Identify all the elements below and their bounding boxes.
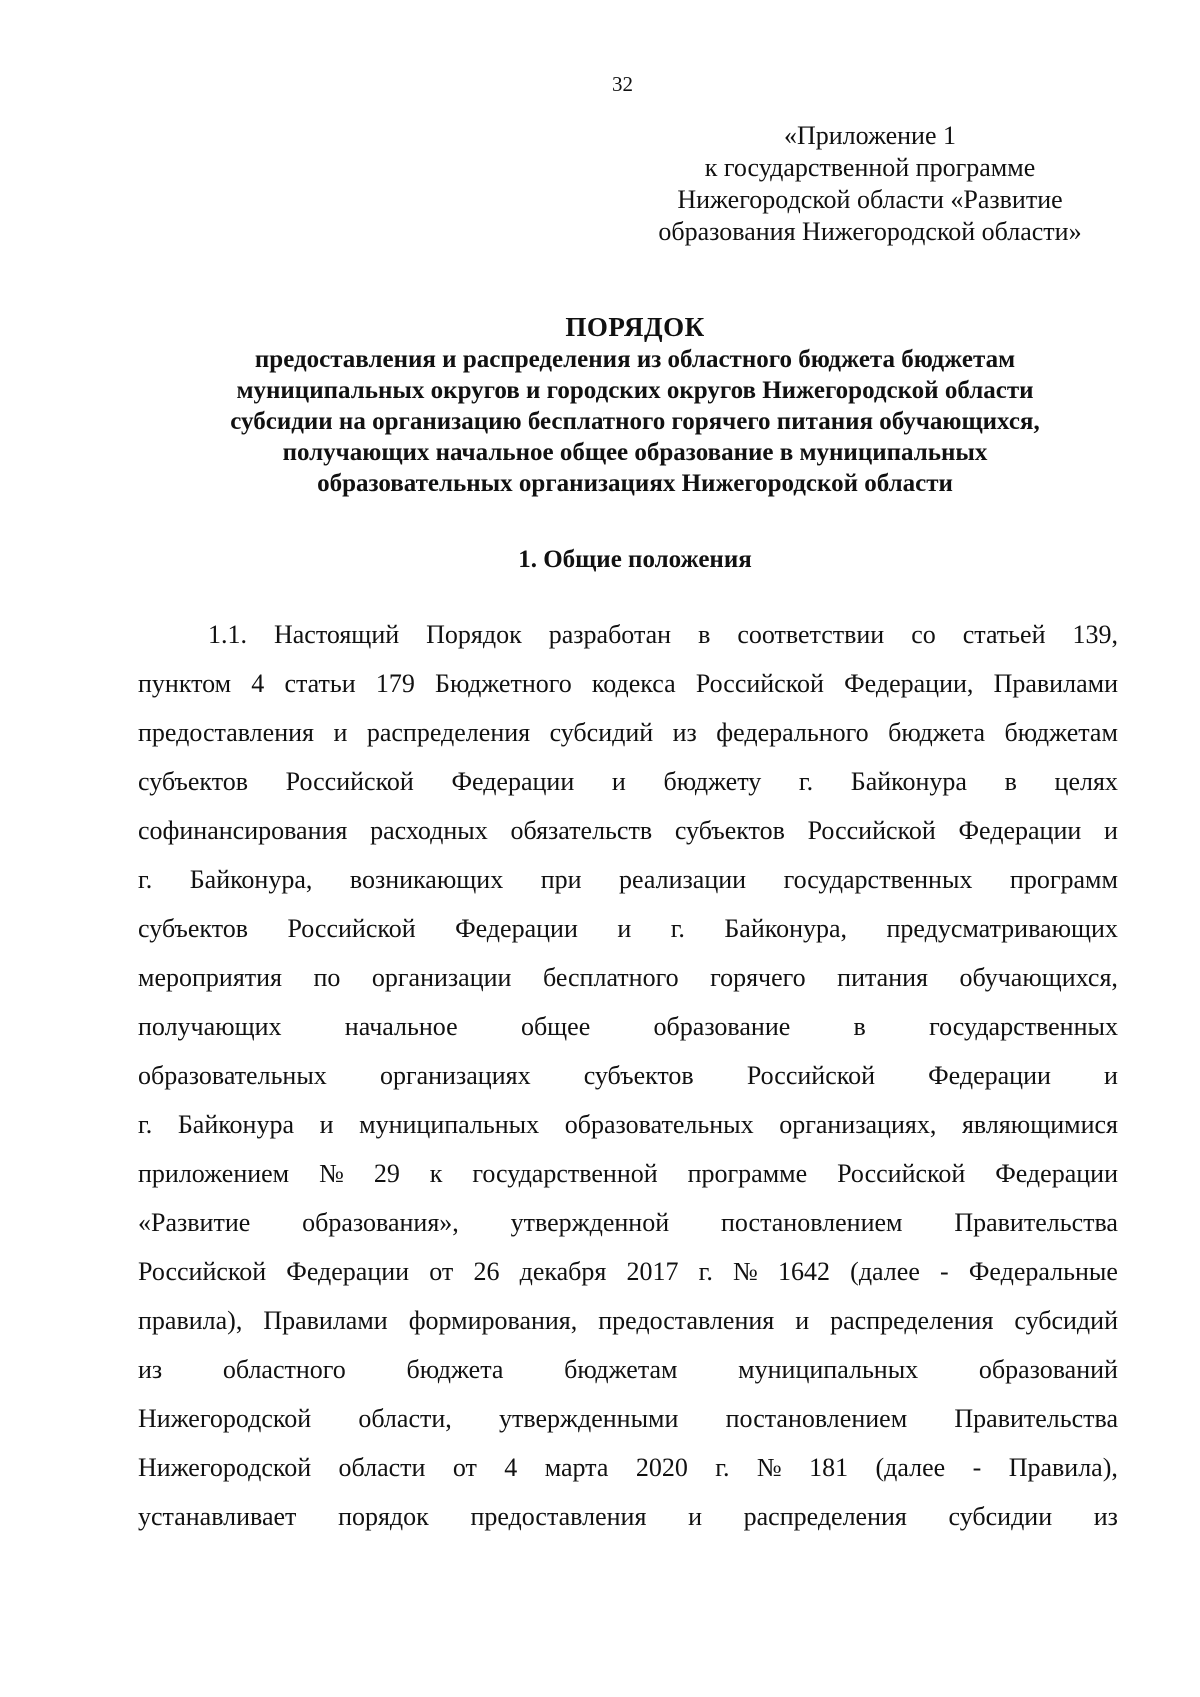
text-line xyxy=(138,1208,1118,1257)
title-main: ПОРЯДОК xyxy=(565,312,705,342)
word: г. xyxy=(698,1257,713,1286)
word: из xyxy=(1093,1502,1118,1531)
word: разработан xyxy=(548,620,672,649)
word: порядок xyxy=(338,1502,429,1531)
word: предоставления xyxy=(598,1306,775,1335)
word: являющимися xyxy=(961,1110,1118,1139)
word: областного xyxy=(222,1355,346,1384)
word: федерального xyxy=(716,718,869,747)
word: бюджета xyxy=(888,718,986,747)
word: распределения xyxy=(743,1502,907,1531)
word: статьи xyxy=(284,669,356,698)
text-line xyxy=(138,1404,1118,1453)
word: возникающих xyxy=(349,865,504,894)
text-line xyxy=(138,718,1118,767)
word: Правилами xyxy=(263,1306,388,1335)
subtitle-line: получающих начальное общее образование в муниципальных xyxy=(282,439,988,466)
word: № xyxy=(319,1159,344,1188)
text-line xyxy=(138,1012,1118,1061)
word: программе xyxy=(687,1159,808,1188)
word: № xyxy=(756,1453,782,1482)
word: питания xyxy=(837,963,928,992)
word: Настоящий xyxy=(273,620,400,649)
word: предоставления xyxy=(138,718,314,747)
word: 139, xyxy=(1072,620,1118,649)
text-line xyxy=(138,1502,1118,1551)
word: утвержденными xyxy=(498,1404,679,1433)
word: статьей xyxy=(962,620,1046,649)
word: области, xyxy=(358,1404,452,1433)
word: г. xyxy=(798,767,814,796)
word: государственных xyxy=(929,1012,1118,1041)
appendix-line: «Приложение 1 xyxy=(783,121,957,150)
word: и xyxy=(1104,816,1118,845)
word: 1642 xyxy=(778,1257,830,1286)
word: формирования, xyxy=(408,1306,578,1335)
word: при xyxy=(540,865,582,894)
word: 1.1. xyxy=(208,620,247,649)
word: утвержденной xyxy=(510,1208,670,1237)
word: 2017 xyxy=(626,1257,679,1286)
text-line xyxy=(138,1061,1118,1110)
word: - xyxy=(972,1453,982,1482)
word: предоставления xyxy=(470,1502,647,1531)
word: от xyxy=(452,1453,477,1482)
word: Российской xyxy=(285,767,414,796)
word: обязательств xyxy=(510,816,653,845)
word: Нижегородской xyxy=(138,1404,312,1433)
text-line xyxy=(138,1110,1118,1159)
word: Федеральные xyxy=(968,1257,1118,1286)
word: и xyxy=(617,914,632,943)
word: 2020 xyxy=(635,1453,688,1482)
word: горячего xyxy=(710,963,806,992)
text-line xyxy=(138,767,1118,816)
word: Российской xyxy=(807,816,936,845)
appendix-line: Нижегородской области «Развитие xyxy=(677,185,1063,214)
word: субъектов xyxy=(138,914,249,943)
word: из xyxy=(138,1355,163,1384)
word: государственной xyxy=(472,1159,658,1188)
word: субсидии xyxy=(948,1502,1053,1531)
word: г. xyxy=(138,1110,153,1139)
word: софинансирования xyxy=(138,816,348,845)
word: со xyxy=(911,620,936,649)
subtitle-line: образовательных организациях Нижегородской области xyxy=(317,470,953,497)
word: начальное xyxy=(344,1012,458,1041)
word: г. xyxy=(715,1453,730,1482)
word: от xyxy=(429,1257,454,1286)
word: государственных xyxy=(783,865,973,894)
word: предусматривающих xyxy=(886,914,1118,943)
word: правила), xyxy=(138,1306,243,1335)
word: муниципальных xyxy=(359,1110,540,1139)
word: (далее xyxy=(875,1453,946,1482)
word: и xyxy=(795,1306,810,1335)
word: (далее xyxy=(850,1257,920,1286)
appendix-header xyxy=(610,120,1130,248)
word: Российской xyxy=(695,669,824,698)
appendix-line: к государственной программе xyxy=(704,153,1036,182)
word: Порядок xyxy=(426,620,522,649)
word: соответствии xyxy=(737,620,885,649)
word: и xyxy=(1104,1061,1118,1090)
document-title xyxy=(100,310,1170,499)
word: пунктом xyxy=(138,669,232,698)
word: кодекса xyxy=(591,669,676,698)
appendix-line: образования Нижегородской области» xyxy=(658,217,1082,246)
word: г. xyxy=(138,865,153,894)
word: в xyxy=(853,1012,866,1041)
word: в xyxy=(1004,767,1017,796)
word: организации xyxy=(371,963,512,992)
word: образовательных xyxy=(564,1110,754,1139)
word: распределения xyxy=(830,1306,994,1335)
word: «Развитие xyxy=(138,1208,251,1237)
word: целях xyxy=(1054,767,1118,796)
word: Федерации, xyxy=(844,669,974,698)
word: общее xyxy=(520,1012,591,1041)
word: организациях xyxy=(379,1061,531,1090)
word: Российской xyxy=(287,914,416,943)
word: 181 xyxy=(809,1453,849,1482)
word: бюджетам xyxy=(1004,718,1118,747)
word: и xyxy=(688,1502,702,1531)
subtitle-line: субсидии на организацию бесплатного горячего питания обучающихся, xyxy=(230,408,1040,435)
text-line xyxy=(138,1453,1118,1502)
word: субсидий xyxy=(549,718,654,747)
word: субсидий xyxy=(1014,1306,1118,1335)
word: и xyxy=(611,767,626,796)
word: расходных xyxy=(370,816,488,845)
word: 29 xyxy=(373,1159,400,1188)
word: мероприятия xyxy=(138,963,283,992)
word: Байконура xyxy=(850,767,967,796)
word: образовательных xyxy=(138,1061,327,1090)
word: субъектов xyxy=(583,1061,694,1090)
word: 4 xyxy=(504,1453,518,1482)
page-number: 32 xyxy=(612,72,633,96)
word: бюджетам xyxy=(564,1355,678,1384)
text-line xyxy=(138,1306,1118,1355)
word: постановлением xyxy=(725,1404,908,1433)
word: к xyxy=(429,1159,443,1188)
word: из xyxy=(672,718,697,747)
word: декабря xyxy=(519,1257,607,1286)
word: субъектов xyxy=(674,816,785,845)
text-line xyxy=(138,669,1118,718)
word: обучающихся, xyxy=(959,963,1118,992)
word: по xyxy=(313,963,341,992)
text-line xyxy=(138,1355,1118,1404)
text-line xyxy=(138,963,1118,1012)
word: Байконура, xyxy=(189,865,313,894)
word: Байконура xyxy=(177,1110,294,1139)
word: Российской xyxy=(837,1159,966,1188)
word: Правила), xyxy=(1008,1453,1118,1482)
word: Федерации xyxy=(451,767,575,796)
word: Федерации xyxy=(455,914,578,943)
word: Российской xyxy=(746,1061,875,1090)
word: устанавливает xyxy=(138,1502,297,1531)
word: распределения xyxy=(366,718,531,747)
word: области xyxy=(338,1453,426,1482)
word: 26 xyxy=(473,1257,500,1286)
word: Байконура, xyxy=(724,914,848,943)
text-line xyxy=(138,865,1118,914)
word: Федерации xyxy=(286,1257,410,1286)
word: Правительства xyxy=(954,1404,1118,1433)
word: № xyxy=(733,1257,758,1286)
text-line xyxy=(138,620,1118,669)
word: Нижегородской xyxy=(138,1453,312,1482)
word: Правилами xyxy=(993,669,1118,698)
word: 179 xyxy=(375,669,415,698)
word: Федерации xyxy=(958,816,1082,845)
word: программ xyxy=(1009,865,1118,894)
subtitle-line: предоставления и распределения из областного бюджета бюджетам xyxy=(254,346,1016,373)
word: приложением xyxy=(138,1159,290,1188)
word: Правительства xyxy=(954,1208,1118,1237)
word: и xyxy=(333,718,348,747)
word: образование xyxy=(653,1012,791,1041)
word: образований xyxy=(978,1355,1118,1384)
text-line xyxy=(138,1159,1118,1208)
word: бюджета xyxy=(406,1355,504,1384)
word: г. xyxy=(670,914,685,943)
word: в xyxy=(698,620,711,649)
word: реализации xyxy=(619,865,747,894)
section-heading: 1. Общие положения xyxy=(518,546,752,573)
word: муниципальных xyxy=(738,1355,919,1384)
word: Бюджетного xyxy=(435,669,572,698)
body-paragraph xyxy=(138,620,1118,1551)
word: 4 xyxy=(251,669,265,698)
word: организациях, xyxy=(779,1110,937,1139)
word: Российской xyxy=(138,1257,267,1286)
word: образования», xyxy=(302,1208,459,1237)
subtitle-line: муниципальных округов и городских округов Нижегородской области xyxy=(236,377,1034,404)
word: субъектов xyxy=(138,767,249,796)
word: Федерации xyxy=(995,1159,1118,1188)
word: и xyxy=(319,1110,334,1139)
text-line xyxy=(138,816,1118,865)
word: получающих xyxy=(138,1012,282,1041)
word: Федерации xyxy=(928,1061,1051,1090)
word: марта xyxy=(544,1453,609,1482)
word: бесплатного xyxy=(542,963,679,992)
text-line xyxy=(138,914,1118,963)
title-subtitle xyxy=(100,344,1170,499)
text-line xyxy=(138,1257,1118,1306)
word: постановлением xyxy=(720,1208,903,1237)
word: бюджету xyxy=(663,767,762,796)
word: - xyxy=(940,1257,949,1286)
